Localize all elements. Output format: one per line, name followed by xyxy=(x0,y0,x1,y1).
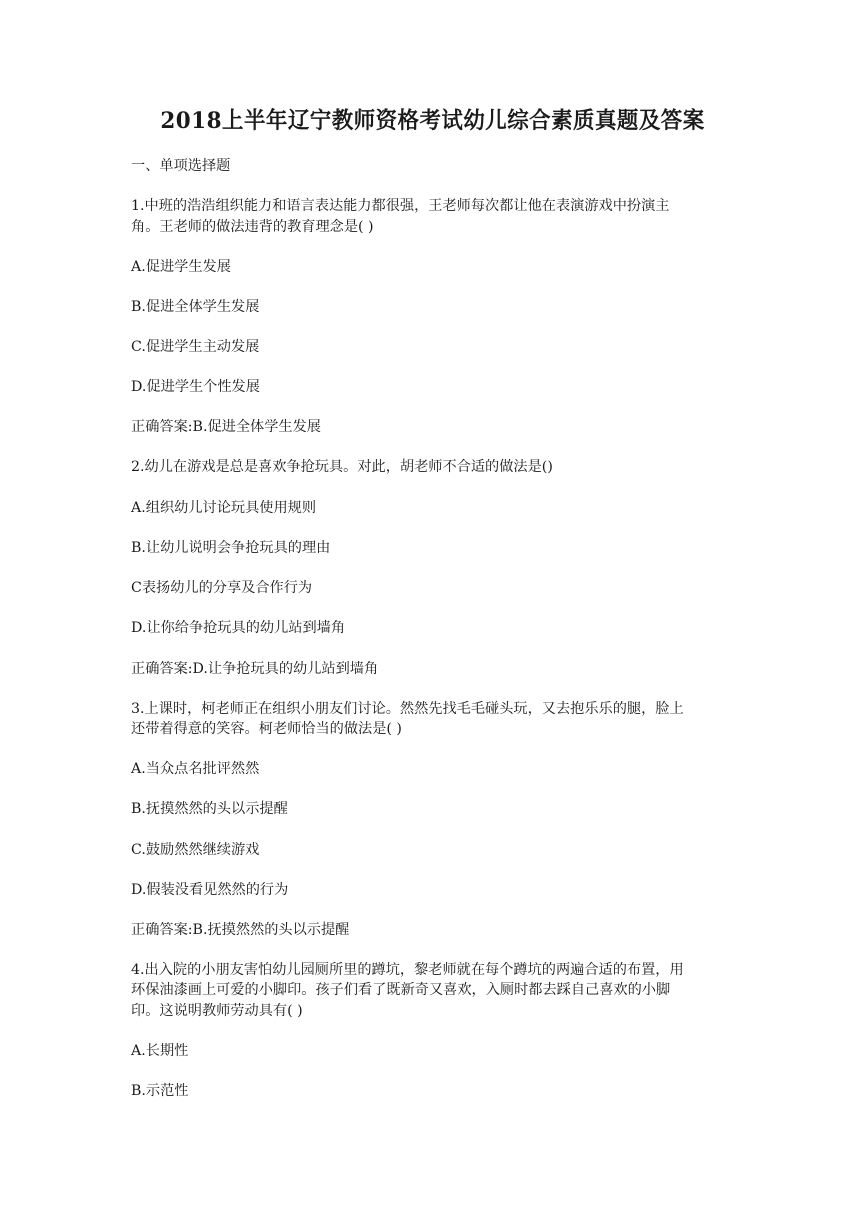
section-heading: 一、单项选择题 xyxy=(131,158,231,174)
question-1-stem-line-1: 1.中班的浩浩组织能力和语言表达能力都很强，王老师每次都让他在表演游戏中扮演主 xyxy=(131,198,670,214)
question-3-stem-line-1: 3.上课时，柯老师正在组织小朋友们讨论。然然先找毛毛碰头玩，又去抱乐乐的腿，脸上 xyxy=(131,701,684,717)
question-3-stem-line-2: 还带着得意的笑容。柯老师恰当的做法是( ) xyxy=(131,721,402,737)
question-4-stem-line-2: 环保油漆画上可爱的小脚印。孩子们看了既新奇又喜欢，入厕时都去踩自己喜欢的小脚 xyxy=(131,982,671,998)
question-3-answer: 正确答案:B.抚摸然然的头以示提醒 xyxy=(131,922,350,938)
question-2-answer: 正确答案:D.让争抢玩具的幼儿站到墙角 xyxy=(131,661,379,677)
question-2-option-d: D.让你给争抢玩具的幼儿站到墙角 xyxy=(131,620,346,636)
question-4-option-b: B.示范性 xyxy=(131,1083,189,1099)
document-title: 2018上半年辽宁教师资格考试幼儿综合素质真题及答案 xyxy=(160,108,705,134)
question-3-option-b: B.抚摸然然的头以示提醒 xyxy=(131,801,288,817)
question-2-stem-line-1: 2.幼儿在游戏是总是喜欢争抢玩具。对此，胡老师不合适的做法是() xyxy=(131,459,553,475)
question-1-stem-line-2: 角。王老师的做法违背的教育理念是( ) xyxy=(131,219,374,235)
question-3-option-d: D.假装没看见然然的行为 xyxy=(131,882,289,898)
question-3-option-c: C.鼓励然然继续游戏 xyxy=(131,842,260,858)
question-1-option-a: A.促进学生发展 xyxy=(131,259,231,275)
question-1-answer: 正确答案:B.促进全体学生发展 xyxy=(131,419,321,435)
question-4-option-a: A.长期性 xyxy=(131,1043,189,1059)
question-2-option-c: C表扬幼儿的分享及合作行为 xyxy=(131,580,313,596)
question-2-option-a: A.组织幼儿讨论玩具使用规则 xyxy=(131,500,317,516)
question-3-option-a: A.当众点名批评然然 xyxy=(131,761,260,777)
question-1-option-d: D.促进学生个性发展 xyxy=(131,379,260,395)
question-2-option-b: B.让幼儿说明会争抢玩具的理由 xyxy=(131,540,331,556)
question-4-stem-line-3: 印。这说明教师劳动具有( ) xyxy=(131,1003,303,1019)
question-1-option-c: C.促进学生主动发展 xyxy=(131,339,260,355)
question-4-stem-line-1: 4.出入院的小朋友害怕幼儿园厕所里的蹲坑，黎老师就在每个蹲坑的两遍合适的布置，用 xyxy=(131,962,684,978)
question-1-option-b: B.促进全体学生发展 xyxy=(131,299,260,315)
